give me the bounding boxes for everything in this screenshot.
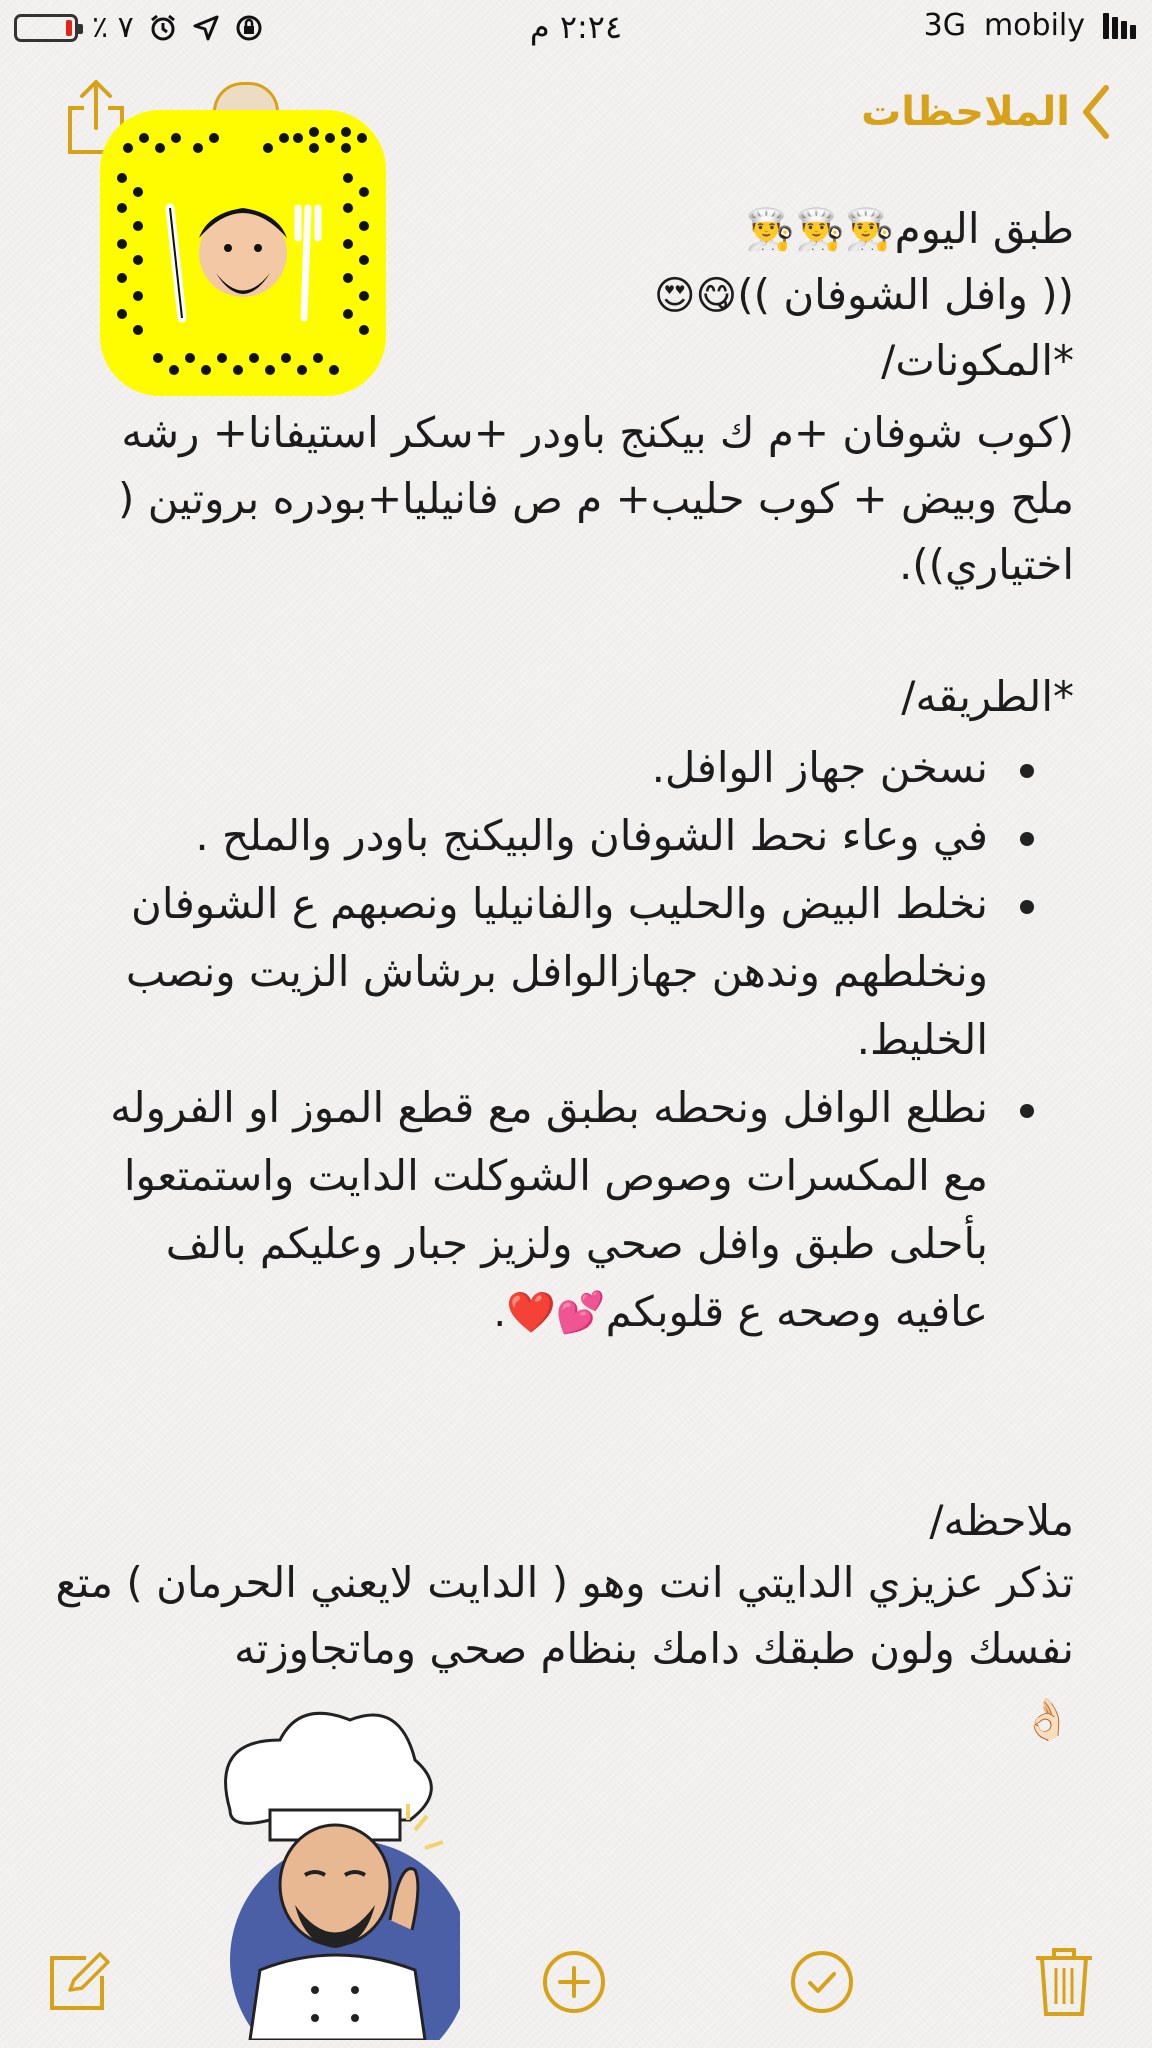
signal-icon <box>1103 13 1136 39</box>
status-right <box>924 8 1136 43</box>
back-button[interactable] <box>861 84 1112 140</box>
status-bar <box>0 0 1152 60</box>
ingredients-text[interactable]: (كوب شوفان +م ك بيكنج باودر +سكر استيفانا+ رشه ملح وبيض + كوب حليب+ م ص فانيليا+بودره بروتين ( اختياري)). <box>118 408 1074 589</box>
heart-emojis: 💕❤️. <box>493 1290 606 1336</box>
step-text: في وعاء نحط الشوفان والبيكنج باودر والملح . <box>195 811 988 860</box>
bullet-icon <box>1020 832 1034 846</box>
network-type: 3G <box>923 8 966 43</box>
back-label: الملاحظات <box>861 89 1070 135</box>
ok-hand-emoji: 👌🏻 <box>1022 1697 1072 1743</box>
step-text: نسخن جهاز الوافل. <box>651 743 988 792</box>
battery-percent: ٪ ٧ <box>92 10 134 45</box>
add-icon[interactable] <box>542 1950 606 2014</box>
list-item[interactable] <box>64 1074 1074 1347</box>
remark-text[interactable]: تذكر عزيزي الدايتي انت وهو ( الدايت لايعني الحرمان ) متع نفسك ولون طبقك دامك بنظام صحي وماتجاوزته <box>55 1558 1074 1673</box>
list-item[interactable] <box>64 734 1074 802</box>
bullet-icon <box>1020 1104 1034 1118</box>
chevron-left-icon <box>1080 84 1112 140</box>
bullet-icon <box>1020 900 1034 914</box>
method-steps[interactable] <box>64 734 1074 1347</box>
snapcode-image <box>98 108 388 398</box>
step-text: نطلع الوافل ونحطه بطبق مع قطع الموز او الفروله مع المكسرات وصوص الشوكلت الدايت واستمتعوا بأحلى طبق وافل صحي ولزيز جبار وعليكم بالف عافيه وصحه ع قلوبكم <box>110 1083 988 1336</box>
trash-icon[interactable] <box>1032 1946 1096 2018</box>
note-title-text: طبق اليوم <box>894 204 1074 253</box>
list-item[interactable] <box>64 870 1074 1074</box>
list-item[interactable] <box>64 802 1074 870</box>
note-subtitle[interactable] <box>654 262 1074 329</box>
method-label[interactable]: *الطريقه/ <box>901 672 1074 721</box>
chef-emojis: 👨‍🍳👨‍🍳👨‍🍳 <box>745 207 895 253</box>
chef-avatar-image <box>200 1700 460 2040</box>
step-text: نخلط البيض والحليب والفانيليا ونصبهم ع الشوفان ونخلطهم وندهن جهازالوافل برشاش الزيت ونصب الخليط. <box>125 879 988 1064</box>
note-title[interactable] <box>745 196 1074 263</box>
compose-icon[interactable] <box>46 1950 110 2014</box>
checklist-icon[interactable] <box>790 1950 854 2014</box>
remark-label[interactable]: ملاحظه/ <box>929 1496 1074 1545</box>
bullet-icon <box>1020 764 1034 778</box>
status-time: ٢:٢٤ م <box>529 8 623 46</box>
carrier-name: mobily <box>983 8 1085 43</box>
note-subtitle-text: (( وافل الشوفان )) <box>737 270 1074 319</box>
ingredients-label[interactable]: *المكونات/ <box>881 336 1074 385</box>
face-emojis: 😋😍 <box>653 273 738 319</box>
